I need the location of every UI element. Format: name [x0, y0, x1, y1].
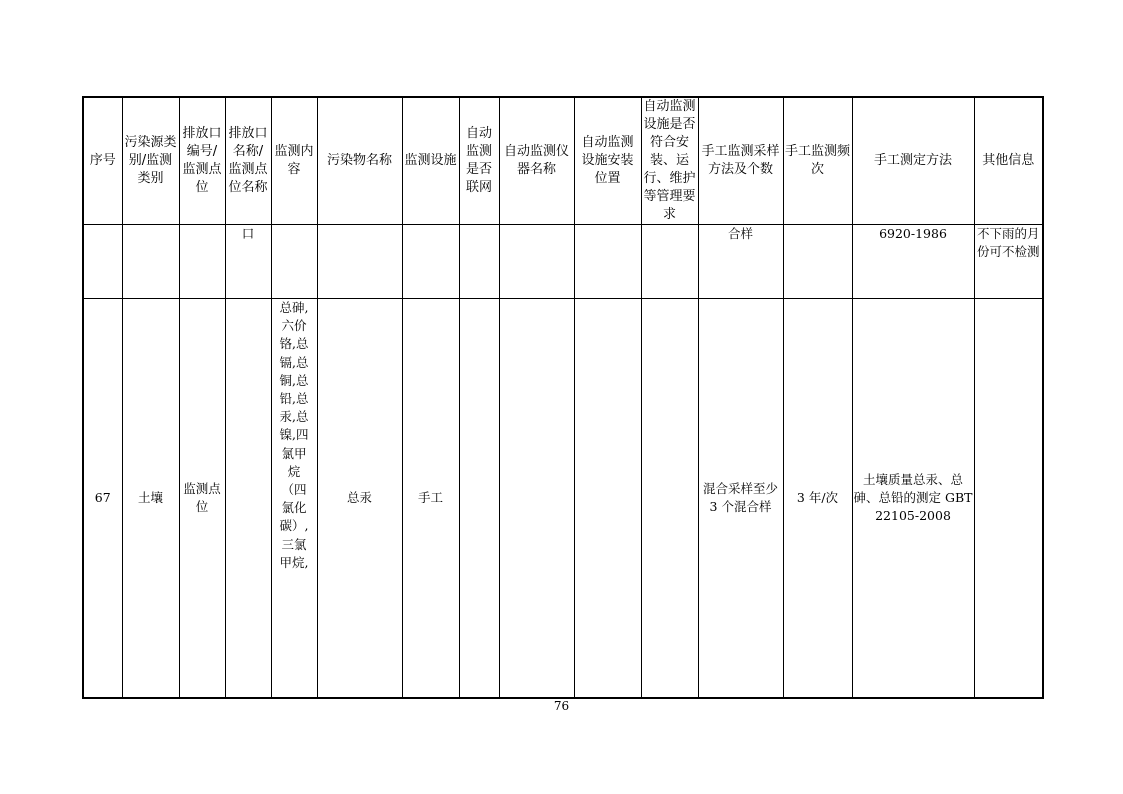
table-cell	[179, 225, 225, 299]
header-pollutant-name: 污染物名称	[317, 97, 402, 225]
table-cell: 监测点位	[179, 299, 225, 699]
table-cell	[574, 299, 641, 699]
table-cell	[499, 225, 574, 299]
header-manual-sampling: 手工监测采样方法及个数	[698, 97, 783, 225]
table-cell: 6920-1986	[852, 225, 974, 299]
table-cell	[122, 225, 179, 299]
table-cell: 混合采样至少 3 个混合样	[698, 299, 783, 699]
header-monitoring-content: 监测内容	[271, 97, 317, 225]
table-cell	[402, 225, 459, 299]
table-cell	[641, 299, 698, 699]
table-cell	[459, 225, 499, 299]
header-outlet-code: 排放口编号/监测点位	[179, 97, 225, 225]
header-other-info: 其他信息	[974, 97, 1043, 225]
header-outlet-name: 排放口名称/监测点位名称	[225, 97, 271, 225]
header-monitoring-facility: 监测设施	[402, 97, 459, 225]
table-cell: 合样	[698, 225, 783, 299]
header-source-category: 污染源类别/监测类别	[122, 97, 179, 225]
table-row-continued	[83, 225, 1043, 299]
table-cell	[499, 299, 574, 699]
header-manual-frequency: 手工监测频次	[783, 97, 852, 225]
header-seq: 序号	[83, 97, 122, 225]
table-cell: 口	[225, 225, 271, 299]
header-auto-instrument: 自动监测仪器名称	[499, 97, 574, 225]
header-manual-method: 手工测定方法	[852, 97, 974, 225]
table-row	[83, 299, 1043, 699]
header-row	[83, 97, 1043, 225]
table-cell	[974, 299, 1043, 699]
table-cell	[271, 225, 317, 299]
table-cell	[459, 299, 499, 699]
table-cell: 67	[83, 299, 122, 699]
page-number: 76	[553, 699, 570, 713]
table-cell	[225, 299, 271, 699]
table-cell: 土壤质量总汞、总砷、总铅的测定 GBT22105-2008	[852, 299, 974, 699]
header-auto-networked: 自动监测是否联网	[459, 97, 499, 225]
table-cell	[641, 225, 698, 299]
table-cell	[83, 225, 122, 299]
table-cell: 手工	[402, 299, 459, 699]
table-cell	[783, 225, 852, 299]
header-auto-location: 自动监测设施安装位置	[574, 97, 641, 225]
table-cell: 总汞	[317, 299, 402, 699]
monitoring-table	[82, 96, 1044, 699]
header-auto-compliance: 自动监测设施是否符合安装、运行、维护等管理要求	[641, 97, 698, 225]
table-cell: 不下雨的月份可不检测	[974, 225, 1043, 299]
table-cell	[574, 225, 641, 299]
table-cell: 3 年/次	[783, 299, 852, 699]
table-cell	[317, 225, 402, 299]
table-cell: 土壤	[122, 299, 179, 699]
table-cell: 总砷,六价铬,总镉,总铜,总铅,总汞,总镍,四氯甲烷（四氯化碳）,三氯甲烷,	[271, 299, 317, 699]
